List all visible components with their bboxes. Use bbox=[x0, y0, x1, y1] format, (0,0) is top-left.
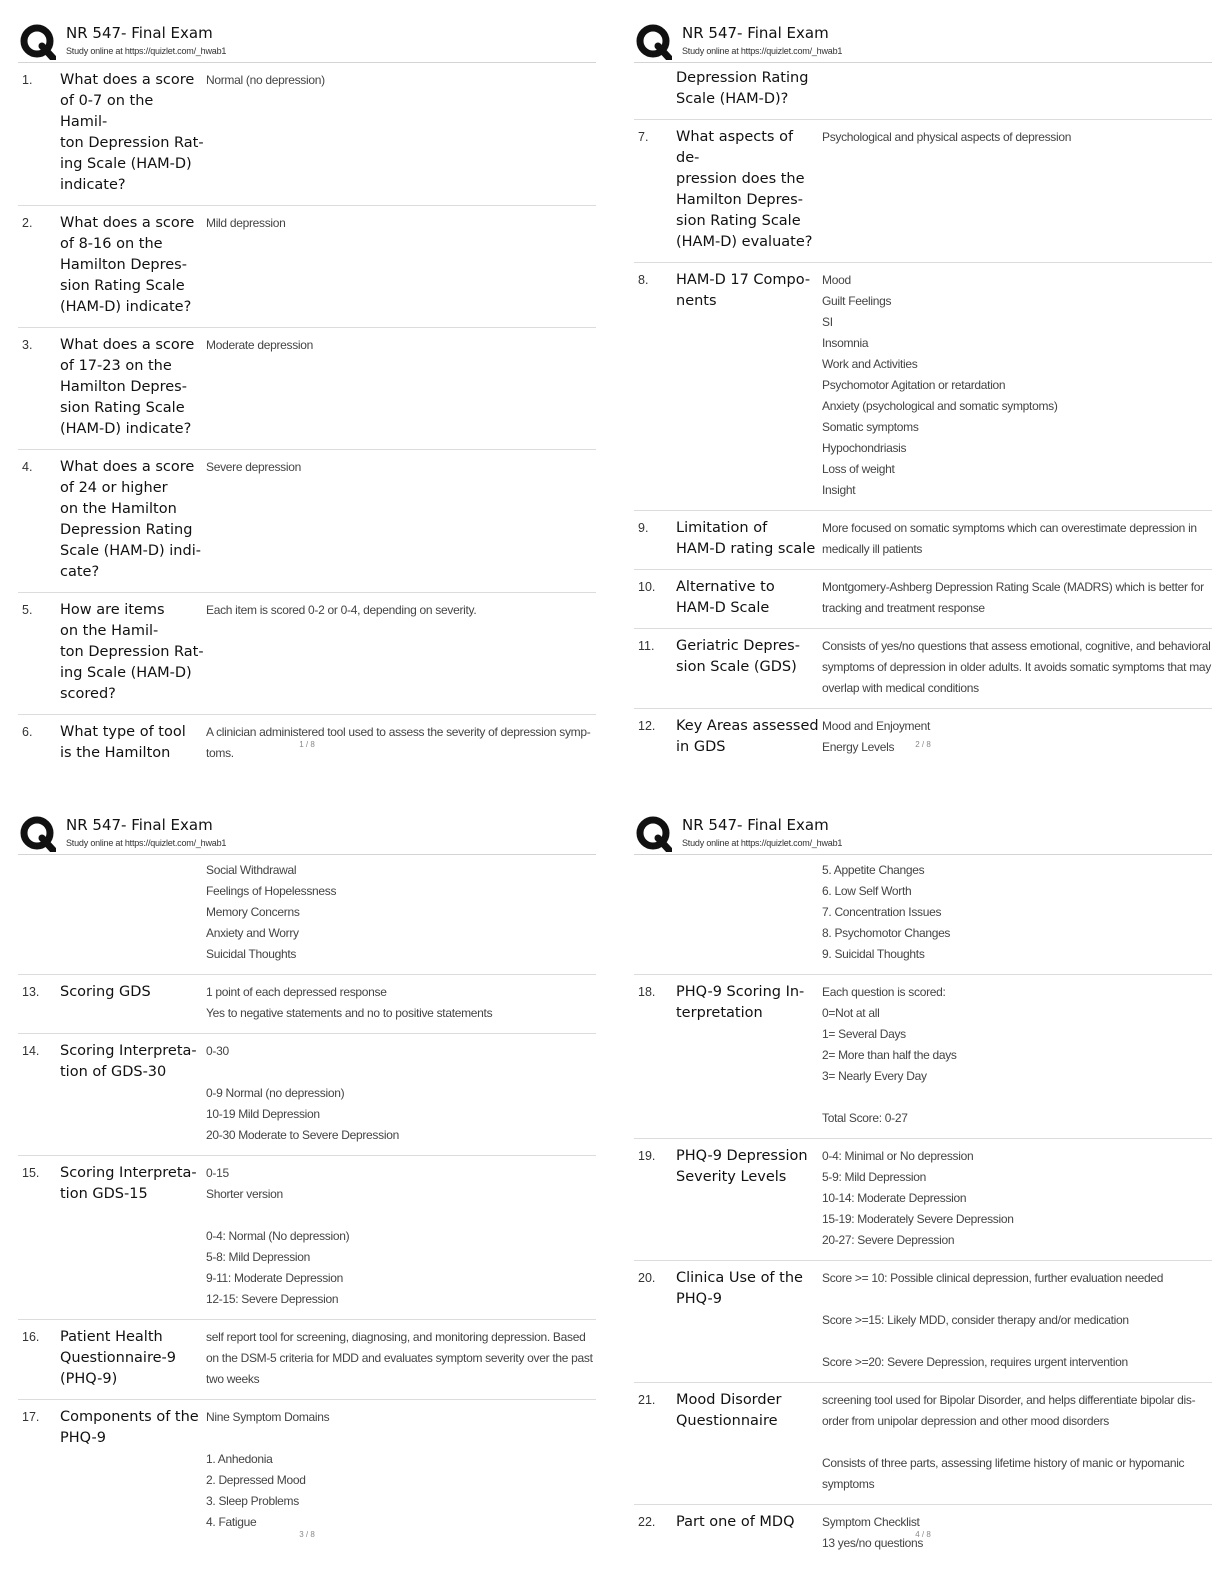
page-header bbox=[634, 20, 1212, 63]
page-title: NR 547- Final Exam bbox=[66, 816, 213, 834]
page-subtitle-link[interactable]: Study online at https://quizlet.com/_hwab1 bbox=[66, 46, 227, 56]
card-term bbox=[676, 860, 820, 965]
card-definition: More focused on somatic symptoms which can overestimate depression in medically ill patients bbox=[822, 521, 1197, 556]
page-number: 1 / 8 bbox=[299, 740, 315, 749]
quizlet-logo-icon bbox=[20, 816, 56, 852]
card-term: Scoring GDS bbox=[60, 984, 151, 1000]
card-number: 6. bbox=[22, 725, 33, 739]
card-term: Components of the PHQ-9 bbox=[60, 1409, 199, 1446]
card-definition: Severe depression bbox=[206, 460, 301, 474]
card-term: Limitation of HAM-D rating scale bbox=[676, 520, 816, 557]
card-number: 14. bbox=[22, 1044, 40, 1058]
card-term: What does a score of 0-7 on the Hamil- ton Depression Rat- ing Scale (HAM-D) indicate? bbox=[60, 72, 204, 193]
flashcard-row bbox=[634, 120, 1212, 263]
card-number: 18. bbox=[638, 985, 656, 999]
page-title: NR 547- Final Exam bbox=[66, 24, 213, 42]
card-definition: Symptom Checklist 13 yes/no questions bbox=[822, 1515, 924, 1550]
flashcard-row bbox=[18, 855, 596, 975]
flashcard-row bbox=[634, 570, 1212, 629]
card-number: 19. bbox=[638, 1149, 656, 1163]
card-definition: Nine Symptom Domains 1. Anhedonia 2. Depressed Mood 3. Sleep Problems 4. Fatigue bbox=[206, 1410, 330, 1529]
flashcard-row bbox=[18, 450, 596, 593]
quizlet-logo-icon bbox=[636, 24, 672, 60]
card-number: 4. bbox=[22, 460, 33, 474]
card-number: 10. bbox=[638, 580, 656, 594]
flashcard-row bbox=[18, 1156, 596, 1320]
card-number bbox=[634, 68, 676, 110]
card-term: What does a score of 8-16 on the Hamilton Depres- sion Rating Scale (HAM-D) indicate? bbox=[60, 215, 195, 315]
flashcard-row bbox=[634, 1261, 1212, 1383]
card-term: Mood Disorder Questionnaire bbox=[676, 1392, 782, 1429]
card-term: PHQ-9 Depression Severity Levels bbox=[676, 1148, 808, 1185]
flashcard-row bbox=[18, 206, 596, 328]
page-title: NR 547- Final Exam bbox=[682, 816, 829, 834]
document-page-1 bbox=[18, 20, 596, 773]
card-term: Clinica Use of the PHQ-9 bbox=[676, 1270, 803, 1307]
flashcard-row bbox=[634, 975, 1212, 1139]
card-definition: Each item is scored 0-2 or 0-4, depending on severity. bbox=[206, 603, 477, 617]
card-definition: A clinician administered tool used to assess the severity of depression symp- toms. bbox=[206, 725, 591, 760]
flashcard-row bbox=[634, 629, 1212, 709]
card-number: 8. bbox=[638, 273, 649, 287]
card-term: How are items on the Hamil- ton Depression Rat- ing Scale (HAM-D) scored? bbox=[60, 602, 204, 702]
card-definition: Mood and Enjoyment Energy Levels bbox=[822, 719, 931, 754]
quizlet-logo-icon bbox=[20, 24, 56, 60]
card-term: Alternative to HAM-D Scale bbox=[676, 579, 775, 616]
card-definition: Consists of yes/no questions that assess emotional, cognitive, and behavioral symptoms of depression in older adults. It avoids somatic symptoms that may overlap with medical conditions bbox=[822, 639, 1211, 695]
card-term: PHQ-9 Scoring In- terpretation bbox=[676, 984, 805, 1021]
card-term: Part one of MDQ bbox=[676, 1514, 795, 1530]
card-definition: 0-30 0-9 Normal (no depression) 10-19 Mild Depression 20-30 Moderate to Severe Depression bbox=[206, 1044, 399, 1142]
page-subtitle-link[interactable]: Study online at https://quizlet.com/_hwab1 bbox=[66, 838, 227, 848]
document-page-2 bbox=[634, 20, 1212, 767]
card-term: Geriatric Depres- sion Scale (GDS) bbox=[676, 638, 800, 675]
page-subtitle-link[interactable]: Study online at https://quizlet.com/_hwab1 bbox=[682, 46, 843, 56]
card-number: 16. bbox=[22, 1330, 40, 1344]
flashcard-row bbox=[18, 1034, 596, 1156]
flashcard-row bbox=[634, 1139, 1212, 1261]
page-number: 2 / 8 bbox=[915, 740, 931, 749]
card-definition: screening tool used for Bipolar Disorder, and helps differentiate bipolar dis- order from unipolar depression and other mood disorders Consists of three parts, assessing lifetime history of manic or hypomanic symptoms bbox=[822, 1393, 1196, 1491]
flashcard-row bbox=[18, 593, 596, 715]
card-definition: Psychological and physical aspects of depression bbox=[822, 130, 1072, 144]
flashcard-row bbox=[634, 63, 1212, 120]
card-term: Patient Health Questionnaire-9 (PHQ-9) bbox=[60, 1329, 176, 1387]
flashcard-row bbox=[634, 855, 1212, 975]
card-number: 12. bbox=[638, 719, 656, 733]
page-number: 3 / 8 bbox=[299, 1530, 315, 1539]
document-page-4 bbox=[634, 812, 1212, 1563]
flashcard-row bbox=[634, 709, 1212, 767]
card-number: 17. bbox=[22, 1410, 40, 1424]
card-definition: 0-15 Shorter version 0-4: Normal (No depression) 5-8: Mild Depression 9-11: Moderate Depression 12-15: Severe Depression bbox=[206, 1166, 350, 1306]
card-term: What type of tool is the Hamilton bbox=[60, 724, 186, 761]
flashcard-row bbox=[634, 1383, 1212, 1505]
quizlet-logo-icon bbox=[636, 816, 672, 852]
card-number bbox=[18, 860, 60, 965]
flashcard-row bbox=[18, 1320, 596, 1400]
card-definition: Mild depression bbox=[206, 216, 286, 230]
card-definition: Montgomery-Ashberg Depression Rating Scale (MADRS) which is better for tracking and treatment response bbox=[822, 580, 1204, 615]
card-term: HAM-D 17 Compo- nents bbox=[676, 272, 811, 309]
card-number: 3. bbox=[22, 338, 33, 352]
card-number: 15. bbox=[22, 1166, 40, 1180]
card-number: 1. bbox=[22, 73, 33, 87]
page-header bbox=[634, 812, 1212, 855]
card-term: What does a score of 24 or higher on the Hamilton Depression Rating Scale (HAM-D) indi- cate? bbox=[60, 459, 201, 580]
flashcard-row bbox=[634, 263, 1212, 511]
card-definition: 1 point of each depressed response Yes to negative statements and no to positive statements bbox=[206, 985, 493, 1020]
card-number: 5. bbox=[22, 603, 33, 617]
card-term: What aspects of de- pression does the Hamilton Depres- sion Rating Scale (HAM-D) evaluate? bbox=[676, 129, 813, 250]
flashcard-row bbox=[18, 328, 596, 450]
card-term: What does a score of 17-23 on the Hamilton Depres- sion Rating Scale (HAM-D) indicate? bbox=[60, 337, 195, 437]
card-definition: 0-4: Minimal or No depression 5-9: Mild Depression 10-14: Moderate Depression 15-19: Moderately Severe Depression 20-27: Severe Depression bbox=[822, 1149, 1014, 1247]
card-term: Scoring Interpreta- tion GDS-15 bbox=[60, 1165, 197, 1202]
page-number: 4 / 8 bbox=[915, 1530, 931, 1539]
card-number: 13. bbox=[22, 985, 40, 999]
card-number: 11. bbox=[638, 639, 655, 653]
card-definition: Social Withdrawal Feelings of Hopelessness Memory Concerns Anxiety and Worry Suicidal Thoughts bbox=[206, 863, 337, 961]
page-header bbox=[18, 20, 596, 63]
card-term: Depression Rating Scale (HAM-D)? bbox=[676, 70, 809, 107]
flashcard-row bbox=[18, 1400, 596, 1542]
card-definition: Normal (no depression) bbox=[206, 73, 325, 87]
card-term: Scoring Interpreta- tion of GDS-30 bbox=[60, 1043, 197, 1080]
card-number: 22. bbox=[638, 1515, 656, 1529]
card-definition: Mood Guilt Feelings SI Insomnia Work and Activities Psychomotor Agitation or retardation Anxiety (psychological and somatic symptoms) Somatic symptoms Hypochondriasis Loss of weight Insight bbox=[822, 273, 1058, 497]
document-page-3 bbox=[18, 812, 596, 1542]
flashcard-row bbox=[18, 975, 596, 1034]
card-definition: 5. Appetite Changes 6. Low Self Worth 7. Concentration Issues 8. Psychomotor Changes 9. Suicidal Thoughts bbox=[822, 863, 951, 961]
card-definition: Moderate depression bbox=[206, 338, 314, 352]
card-number: 9. bbox=[638, 521, 649, 535]
card-number: 7. bbox=[638, 130, 649, 144]
card-number: 2. bbox=[22, 216, 33, 230]
card-term bbox=[60, 860, 204, 965]
card-definition: Each question is scored: 0=Not at all 1= Several Days 2= More than half the days 3= Nearly Every Day Total Score: 0-27 bbox=[822, 985, 957, 1125]
flashcard-row bbox=[18, 63, 596, 206]
page-subtitle-link[interactable]: Study online at https://quizlet.com/_hwab1 bbox=[682, 838, 843, 848]
card-number: 20. bbox=[638, 1271, 656, 1285]
card-definition: Score >= 10: Possible clinical depression, further evaluation needed Score >=15: Likely MDD, consider therapy and/or medication Score >=20: Severe Depression, requires urgent intervention bbox=[822, 1271, 1164, 1369]
card-term: Key Areas assessed in GDS bbox=[676, 718, 819, 755]
card-definition bbox=[820, 68, 1212, 110]
page-header bbox=[18, 812, 596, 855]
flashcard-row bbox=[634, 511, 1212, 570]
card-number: 21. bbox=[638, 1393, 656, 1407]
card-number bbox=[634, 860, 676, 965]
page-title: NR 547- Final Exam bbox=[682, 24, 829, 42]
card-definition: self report tool for screening, diagnosing, and monitoring depression. Based on the DSM-5 criteria for MDD and evaluates symptom severity over the past two weeks bbox=[206, 1330, 593, 1386]
